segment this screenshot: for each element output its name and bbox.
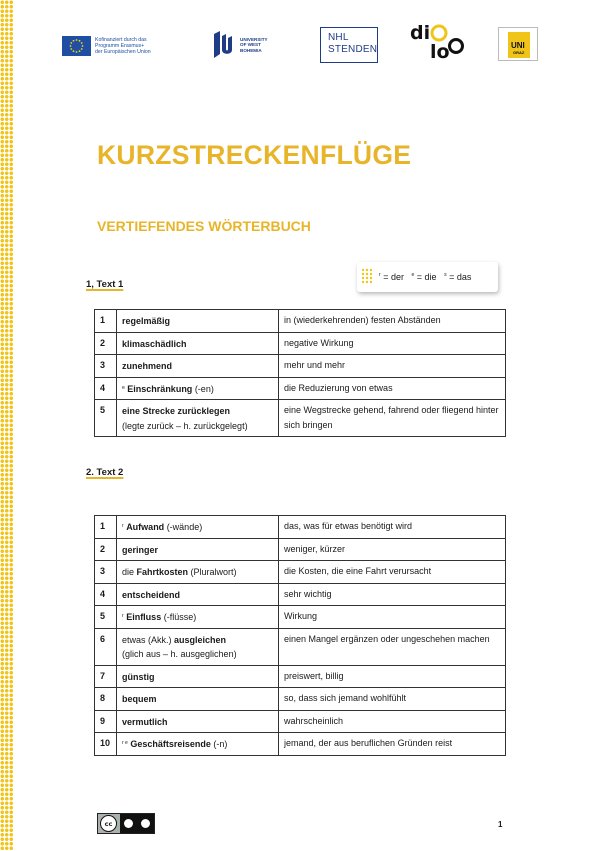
article-marker: r bbox=[122, 523, 124, 529]
by-icon bbox=[124, 819, 133, 828]
table-row bbox=[95, 538, 506, 561]
svg-text:di: di bbox=[410, 22, 431, 44]
table-row bbox=[95, 733, 506, 756]
row-number: 4 bbox=[95, 583, 117, 606]
term-suffix: (-n) bbox=[210, 739, 228, 749]
term-word: Fahrtkosten bbox=[136, 567, 189, 577]
term-prefix: die bbox=[122, 567, 137, 577]
term-forms: (legte zurück – h. zurückgelegt) bbox=[122, 420, 248, 431]
vocab-term bbox=[117, 400, 279, 437]
table-row bbox=[95, 628, 506, 665]
row-number: 7 bbox=[95, 665, 117, 688]
term-word: Geschäftsreisende bbox=[130, 739, 211, 749]
vocabulary-table-text1 bbox=[94, 309, 506, 437]
vocab-definition: sehr wichtig bbox=[279, 583, 506, 606]
term-suffix: (Pluralwort) bbox=[188, 567, 237, 577]
uwb-mark-icon bbox=[212, 30, 234, 60]
vocab-term bbox=[117, 516, 279, 539]
table-row bbox=[95, 332, 506, 355]
table-row bbox=[95, 310, 506, 333]
row-number: 3 bbox=[95, 355, 117, 378]
decorative-dot-strip bbox=[0, 0, 14, 851]
vocab-term bbox=[117, 538, 279, 561]
vocab-term bbox=[117, 733, 279, 756]
table-row bbox=[95, 606, 506, 629]
row-number: 3 bbox=[95, 561, 117, 584]
vocab-definition: die Reduzierung von etwas bbox=[279, 377, 506, 400]
vocab-definition: jemand, der aus beruflichen Gründen reist bbox=[279, 733, 506, 756]
term-suffix: (-flüsse) bbox=[161, 612, 197, 622]
row-number: 4 bbox=[95, 377, 117, 400]
vocab-term bbox=[117, 561, 279, 584]
vocab-term bbox=[117, 583, 279, 606]
table-row bbox=[95, 561, 506, 584]
dialog-mark-icon bbox=[410, 22, 464, 62]
cc-icon: cc bbox=[100, 815, 117, 832]
vocab-term bbox=[117, 665, 279, 688]
term-word: Einschränkung bbox=[127, 383, 193, 394]
term-word: ausgleichen bbox=[174, 634, 227, 645]
term-word: geringer bbox=[122, 544, 159, 555]
vocabulary-table-text2 bbox=[94, 515, 506, 756]
row-number: 10 bbox=[95, 733, 117, 756]
uni-graz-logo bbox=[498, 27, 538, 61]
nhl-stenden-logo: NHL STENDEN bbox=[320, 27, 378, 63]
sa-icon bbox=[141, 819, 150, 828]
section-heading-text2: 2. Text 2 bbox=[86, 467, 124, 478]
term-word: Aufwand bbox=[126, 522, 165, 532]
vocab-term bbox=[117, 355, 279, 378]
erasmus-logo bbox=[62, 36, 175, 56]
term-word: günstig bbox=[122, 671, 155, 682]
table-row bbox=[95, 400, 506, 437]
term-suffix: (-wände) bbox=[164, 522, 203, 532]
table-row bbox=[95, 583, 506, 606]
article-legend bbox=[357, 262, 498, 292]
dots-grid-icon bbox=[361, 268, 375, 286]
page-subtitle: VERTIEFENDES WÖRTERBUCH bbox=[97, 218, 311, 234]
term-word: eine Strecke zurücklegen bbox=[122, 406, 231, 416]
row-number: 5 bbox=[95, 400, 117, 437]
vocab-term bbox=[117, 332, 279, 355]
svg-text:lo: lo bbox=[430, 41, 450, 62]
row-number: 6 bbox=[95, 628, 117, 665]
vocab-definition: preiswert, billig bbox=[279, 665, 506, 688]
row-number: 1 bbox=[95, 310, 117, 333]
table-row bbox=[95, 377, 506, 400]
erasmus-caption: Kofinanziert durch das Programm Erasmus+ der Europäischen Union bbox=[95, 36, 151, 56]
logo-header bbox=[62, 22, 562, 66]
vocab-definition: mehr und mehr bbox=[279, 355, 506, 378]
vocab-definition: weniger, kürzer bbox=[279, 538, 506, 561]
row-number: 1 bbox=[95, 516, 117, 539]
term-forms: (glich aus – h. ausgeglichen) bbox=[122, 649, 237, 659]
section-heading-text1: 1, Text 1 bbox=[86, 279, 124, 290]
vocab-term bbox=[117, 310, 279, 333]
article-marker: r bbox=[122, 613, 124, 619]
vocab-definition: die Kosten, die eine Fahrt verursacht bbox=[279, 561, 506, 584]
vocab-definition: negative Wirkung bbox=[279, 332, 506, 355]
vocab-definition: wahrscheinlich bbox=[279, 710, 506, 733]
eu-flag-icon bbox=[62, 36, 91, 56]
row-number: 2 bbox=[95, 538, 117, 561]
dialog-logo bbox=[410, 22, 464, 62]
vocab-term bbox=[117, 710, 279, 733]
table-row bbox=[95, 516, 506, 539]
term-word: Einfluss bbox=[126, 612, 162, 622]
term-word: bequem bbox=[122, 694, 157, 704]
term-word: klimaschädlich bbox=[122, 338, 187, 349]
article-marker: e bbox=[122, 384, 125, 391]
uni-graz-sublabel: GRAZ bbox=[513, 50, 525, 55]
vocab-definition: eine Wegstrecke gehend, fahrend oder fliegend hinter sich bringen bbox=[279, 400, 506, 437]
term-word: zunehmend bbox=[122, 361, 173, 371]
term-word: vermutlich bbox=[122, 716, 168, 727]
table-row bbox=[95, 355, 506, 378]
vocab-term bbox=[117, 377, 279, 400]
vocab-term bbox=[117, 628, 279, 665]
term-word: regelmäßig bbox=[122, 316, 171, 326]
row-number: 2 bbox=[95, 332, 117, 355]
table-row bbox=[95, 710, 506, 733]
row-number: 8 bbox=[95, 688, 117, 711]
uwb-logo bbox=[212, 30, 280, 60]
vocab-definition: so, dass sich jemand wohlfühlt bbox=[279, 688, 506, 711]
article-marker: r e bbox=[122, 740, 128, 746]
term-suffix: (-en) bbox=[192, 383, 214, 394]
cc-license-badge bbox=[97, 813, 155, 834]
uni-graz-label: UNI bbox=[511, 41, 525, 50]
vocab-definition: Wirkung bbox=[279, 606, 506, 629]
page-title: KURZSTRECKENFLÜGE bbox=[97, 140, 412, 170]
vocab-term bbox=[117, 606, 279, 629]
page-number: 1 bbox=[498, 820, 503, 829]
term-word: entscheidend bbox=[122, 589, 181, 600]
table-row bbox=[95, 665, 506, 688]
row-number: 9 bbox=[95, 710, 117, 733]
vocab-definition: das, was für etwas benötigt wird bbox=[279, 516, 506, 539]
legend-text: $^r$ = der $^e$ = die $^s$ = das bbox=[379, 272, 472, 282]
table-row bbox=[95, 688, 506, 711]
vocab-definition: in (wiederkehrenden) festen Abständen bbox=[279, 310, 506, 333]
uwb-caption: UNIVERSITY OF WEST BOHEMIA bbox=[240, 36, 268, 53]
vocab-term bbox=[117, 688, 279, 711]
vocab-definition: einen Mangel ergänzen oder ungeschehen machen bbox=[279, 628, 506, 665]
row-number: 5 bbox=[95, 606, 117, 629]
term-prefix: etwas (Akk.) bbox=[122, 634, 175, 645]
